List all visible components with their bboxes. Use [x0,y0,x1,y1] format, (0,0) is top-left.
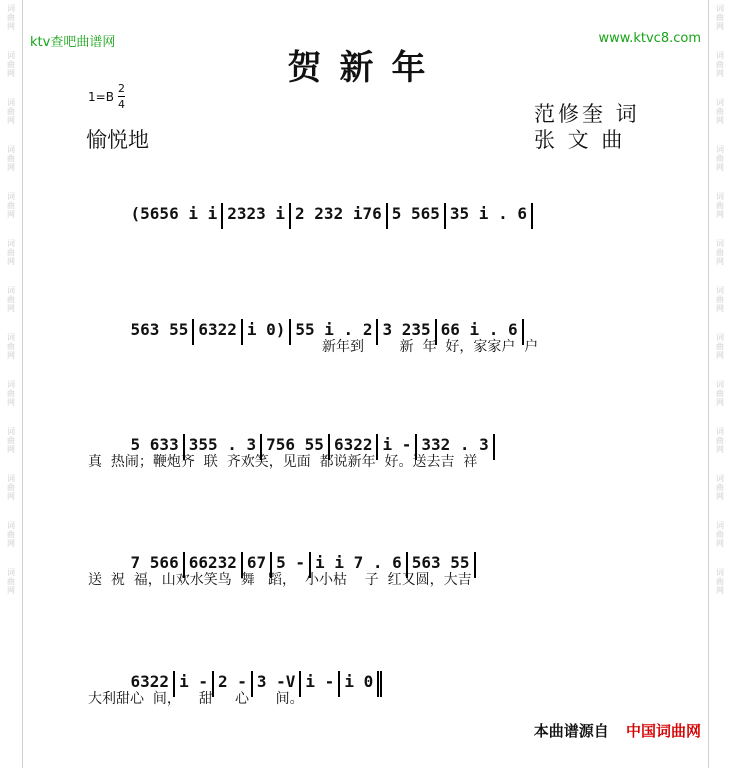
notes-line [88,184,644,223]
watermark-text: 词 曲 网 [7,521,15,548]
lyricist-credit: 范修奎 词 [534,102,640,126]
notes-line [88,300,644,339]
watermark-text: 词 曲 网 [716,286,724,313]
meter-bar [118,96,125,97]
measure: 2323 i [223,203,291,229]
score-system-1 [88,184,644,223]
measure: 355 . 3 [185,434,262,460]
watermark-text: 词 曲 网 [7,380,15,407]
watermark-text: 词 曲 网 [716,239,724,266]
measure: 6322 [127,671,176,697]
measure: 2 - [214,671,253,697]
measure: 35 i . 6 [446,203,533,229]
composer-credit: 张 文 曲 [534,128,626,152]
footer-site-link[interactable]: 中国词曲网 [625,722,701,740]
watermark-text: 词 曲 网 [7,427,15,454]
final-measure: i 0 [340,671,382,697]
lyrics-line: 真 热闹；鞭炮齐 联 齐欢笑，见面 都说新年 好。送去吉 祥 [88,454,478,470]
watermark-text: 词 曲 网 [716,98,724,125]
right-watermark-strip [709,0,731,768]
site-link-right[interactable]: www.ktvc8.com [598,31,701,46]
song-title: 贺新年 [287,48,444,88]
measure: 563 55 [408,552,476,578]
watermark-text: 词 曲 网 [716,474,724,501]
watermark-text: 词 曲 网 [7,474,15,501]
watermark-text: 词 曲 网 [716,427,724,454]
measure: 563 55 [127,319,195,345]
watermark-text: 词 曲 网 [716,4,724,31]
measure: 5 565 [388,203,446,229]
lyrics-line: 新年到 新 年 好，家家户 户 [322,339,539,355]
watermark-text: 词 曲 网 [716,51,724,78]
notes-line [88,415,644,454]
score-system-3 [88,415,644,471]
source-footer [534,720,701,741]
lyrics-line: 送 祝 福，山欢水笑鸟 舞 蹈， 小小枯 子 红又圆，大吉 [88,572,472,588]
site-link-left[interactable]: ktv查吧曲谱网 [30,35,116,50]
score-system-4 [88,533,644,589]
watermark-text: 词 曲 网 [716,145,724,172]
measure: 7 566 [127,552,185,578]
footer-source-label: 本曲谱源自 [533,722,609,740]
left-watermark-strip [0,0,22,768]
watermark-text: 词 曲 网 [716,568,724,595]
watermark-text: 词 曲 网 [7,51,15,78]
left-border [22,0,23,768]
watermark-text: 词 曲 网 [7,98,15,125]
measure: 756 55 [262,434,330,460]
watermark-text: 词 曲 网 [716,333,724,360]
measure: 2 232 i76 [291,203,388,229]
measure: 3 -V [253,671,302,697]
measure: i - [175,671,214,697]
watermark-text: 词 曲 网 [7,568,15,595]
time-signature [118,82,125,111]
key-signature: 1=B [88,90,114,104]
watermark-text: 词 曲 网 [7,239,15,266]
watermark-text: 词 曲 网 [7,4,15,31]
score-system-2 [88,300,644,356]
score-system-5 [88,652,644,708]
meter-top: 2 [118,82,125,95]
lyrics-line: 大利甜心 间， 甜 心 间。 [88,691,304,707]
measure: 6322 [330,434,379,460]
measure: 6322 [194,319,243,345]
measure: 332 . 3 [417,434,494,460]
watermark-text: 词 曲 网 [7,145,15,172]
measure: 55 i . 2 [291,319,378,345]
watermark-text: 词 曲 网 [716,192,724,219]
measure: 3 235 [378,319,436,345]
measure: 66 i . 6 [437,319,524,345]
watermark-text: 词 曲 网 [7,333,15,360]
watermark-text: 词 曲 网 [716,521,724,548]
watermark-text: 词 曲 网 [716,380,724,407]
measure: 67 [243,552,272,578]
notes-line [88,652,644,691]
measure: i - [301,671,340,697]
measure: 5 - [272,552,311,578]
measure: 5 633 [127,434,185,460]
measure: (5656 i i [127,203,224,229]
measure: i - [378,434,417,460]
meter-bottom: 4 [118,98,125,111]
measure: i i 7 . 6 [311,552,408,578]
watermark-text: 词 曲 网 [7,192,15,219]
tempo-marking: 愉悦地 [86,128,149,152]
notes-line [88,533,644,572]
measure: i 0) [243,319,292,345]
measure: 66232 [185,552,243,578]
watermark-text: 词 曲 网 [7,286,15,313]
